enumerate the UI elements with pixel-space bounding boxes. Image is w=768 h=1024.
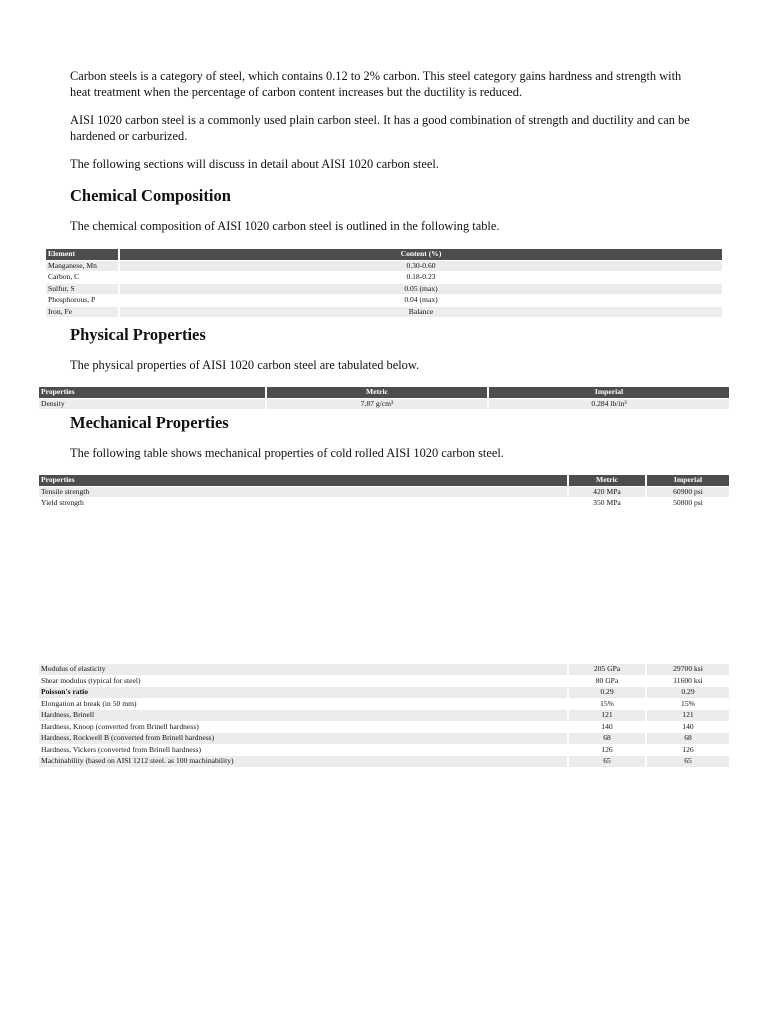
imperial-cell: 121 [647,710,729,721]
table-header-row [39,387,729,398]
chemical-composition-table [44,248,724,318]
element-cell: Manganese, Mn [46,261,118,272]
table-row [39,756,729,767]
chemical-composition-heading: Chemical Composition [70,186,231,205]
metric-cell: 350 MPa [593,498,621,507]
table-row [39,733,729,744]
table-row [46,307,722,318]
content-cell: 0.18-0.23 [406,272,436,281]
metric-cell: 65 [569,756,645,767]
column-header: Imperial [489,387,729,398]
property-cell: Poisson's ratio [39,687,567,698]
imperial-cell: 11600 ksi [673,675,703,685]
imperial-cell: 126 [682,744,694,754]
physical-properties-table [37,386,731,410]
metric-cell: 205 GPa [569,664,645,675]
mechanical-properties-table-continued [37,663,731,768]
content-cell: 0.04 (max) [404,295,438,304]
imperial-cell: 65 [647,756,729,767]
metric-cell: 68 [569,733,645,744]
imperial-cell: 50800 psi [673,498,703,507]
physical-properties-heading: Physical Properties [70,325,206,344]
element-cell: Sulfur, S [46,284,118,295]
property-cell: Tensile strength [39,487,567,498]
column-header: Metric [267,387,487,398]
column-header: Properties [39,475,567,486]
table-header-row [46,249,722,260]
column-header: Content (%) [120,249,722,260]
property-cell: Yield strength [41,498,84,507]
table-row [39,664,729,675]
table-row [46,284,722,295]
property-cell: Machinability (based on AISI 1212 steel. as 100 machinability) [39,756,567,767]
table-row [46,261,722,272]
table-row [39,745,729,756]
imperial-cell: 0.284 lb/in³ [489,399,729,410]
property-cell: Hardness, Knoop (converted from Brinell hardness) [41,721,199,731]
property-cell: Hardness, Brinell [39,710,567,721]
metric-cell: 0.29 [569,687,645,698]
content-cell: 0.30-0.60 [120,261,722,272]
table-row [39,722,729,733]
property-cell: Density [39,399,265,410]
mechanical-properties-table [37,474,731,510]
property-cell: Hardness, Rockwell B (converted from Brinell hardness) [39,733,567,744]
table-row [46,295,722,306]
column-header: Properties [39,387,265,398]
table-row [39,710,729,721]
metric-cell: 15% [600,698,614,708]
mechanical-properties-text: The following table shows mechanical properties of cold rolled AISI 1020 carbon steel. [70,446,504,460]
content-cell: Balance [120,307,722,318]
property-cell: Modulus of elasticity [39,664,567,675]
metric-cell: 121 [569,710,645,721]
metric-cell: 7.87 g/cm³ [267,399,487,410]
element-cell: Carbon, C [48,272,80,281]
metric-cell: 80 GPa [595,675,619,685]
table-row [39,676,729,687]
table-row [39,498,729,509]
metric-cell: 140 [601,721,613,731]
intro-paragraph-3: The following sections will discuss in detail about AISI 1020 carbon steel. [70,157,439,171]
table-row [39,687,729,698]
table-row [46,272,722,283]
element-cell: Iron, Fe [46,307,118,318]
column-header: Imperial [647,475,729,486]
mechanical-properties-heading: Mechanical Properties [70,413,229,432]
metric-cell: 420 MPa [569,487,645,498]
imperial-cell: 0.29 [647,687,729,698]
metric-cell: 126 [601,744,613,754]
column-header: Element [46,249,118,260]
imperial-cell: 29700 ksi [647,664,729,675]
property-cell: Hardness, Vickers (converted from Brinell hardness) [41,744,202,754]
imperial-cell: 68 [647,733,729,744]
imperial-cell: 60900 psi [647,487,729,498]
intro-paragraph-1: Carbon steels is a category of steel, which contains 0.12 to 2% carbon. This steel category gains hardness and strength with heat treatment when the percentage of carbon content increases but the ductility is reduced. [70,69,682,99]
table-row [39,699,729,710]
property-cell: Shear modulus (typical for steel) [41,675,141,685]
intro-paragraph-2: AISI 1020 carbon steel is a commonly used plain carbon steel. It has a good combination of strength and ductility and can be hardened or carburized. [70,113,690,143]
content-cell: 0.05 (max) [120,284,722,295]
property-cell: Elongation at break (in 50 mm) [41,698,137,708]
imperial-cell: 15% [681,698,695,708]
physical-properties-text: The physical properties of AISI 1020 carbon steel are tabulated below. [70,358,420,372]
chemical-composition-text: The chemical composition of AISI 1020 carbon steel is outlined in the following table. [70,219,500,233]
table-row [39,487,729,498]
column-header: Metric [569,475,645,486]
table-header-row [39,475,729,486]
imperial-cell: 140 [682,721,694,731]
element-cell: Phosphorous, P [48,295,96,304]
table-row [39,399,729,410]
